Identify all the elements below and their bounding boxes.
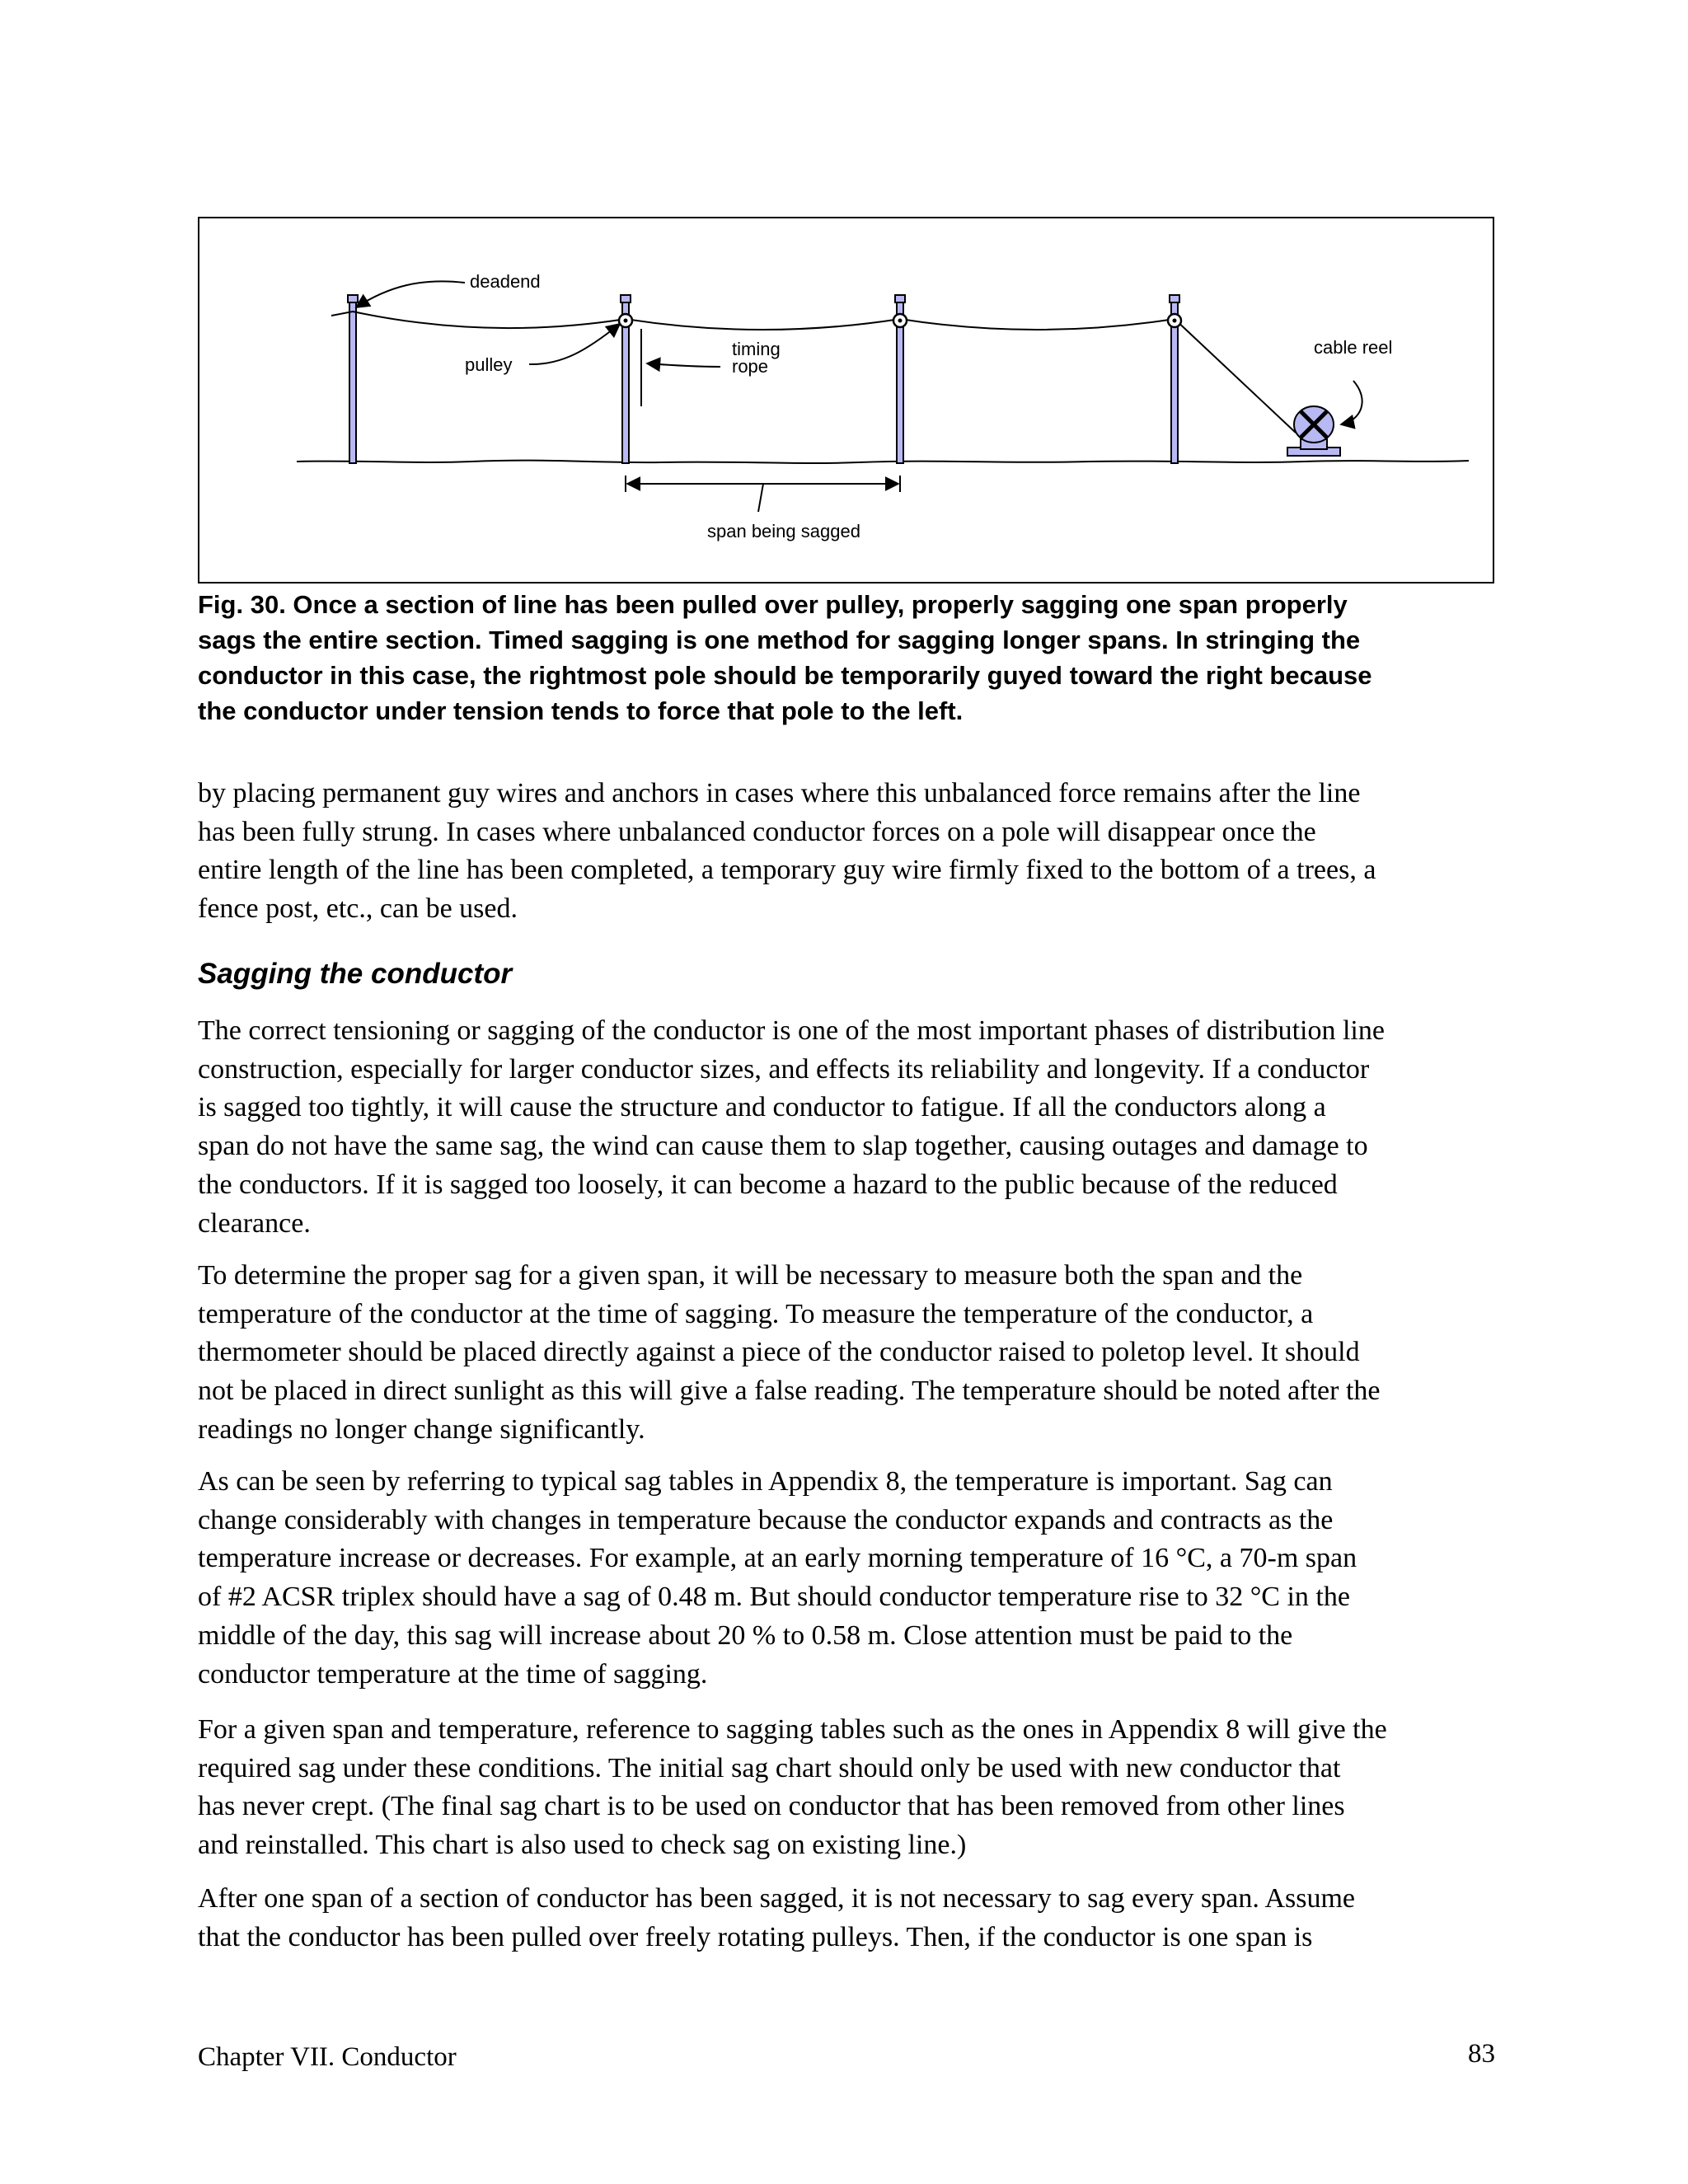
cable-reel-label: cable reel: [1314, 337, 1393, 358]
section-heading: Sagging the conductor: [198, 958, 513, 990]
rope-label: rope: [732, 356, 769, 377]
page-number: 83: [1468, 2039, 1495, 2069]
paragraph-continuation: by placing permanent guy wires and anchors in cases where this unbalanced force remains after the line has been fully strung. In cases where unbalanced conductor forces on a pole will disappear once the entire length of the line has been completed, a temporary guy wire firmly fixed to the bottom of a trees, a fence post, etc., can be used.: [198, 778, 1376, 925]
line-stringing-diagram: [199, 218, 1496, 585]
figure-30: [198, 217, 1494, 583]
pulley-icon: [1168, 314, 1181, 327]
pulley-icon: [619, 314, 632, 327]
footer-chapter: Chapter VII. Conductor: [198, 2042, 457, 2072]
cable-reel-icon: [1287, 406, 1340, 456]
paragraph: The correct tensioning or sagging of the conductor is one of the most important phases of distribution line construction, especially for larger conductor sizes, and effects its reliability and longevity. If a conductor is sagged too tightly, it will cause the structure and conductor to fatigue. If all the conductors along a span do not have the same sag, the wind can cause them to slap together, causing outages and damage to the conductors. If it is sagged too loosely, it can become a hazard to the public because of the reduced clearance.: [198, 1015, 1385, 1239]
paragraph: As can be seen by referring to typical sag tables in Appendix 8, the temperature is important. Sag can change considerably with changes in temperature because the conductor expands and contracts as the temperature increase or decreases. For example, at an early morning temperature of 16 °C, a 70-m span of #2 ACSR triplex should have a sag of 0.48 m. But should conductor temperature rise to 32 °C in the middle of the day, this sag will increase about 20 % to 0.58 m. Close attention must be paid to the conductor temperature at the time of sagging.: [198, 1466, 1357, 1690]
pulley-icon: [893, 314, 907, 327]
ground-line: [297, 461, 1469, 463]
pulley-label: pulley: [465, 354, 513, 375]
deadend-pole: [349, 301, 356, 463]
paragraph: After one span of a section of conductor has been sagged, it is not necessary to sag every span. Assume that the conductor has been pulled over freely rotating pulleys. Then, if the conductor is one span is: [198, 1883, 1355, 1952]
span-being-sagged-label: span being sagged: [707, 521, 860, 541]
timing-label: timing: [732, 339, 781, 359]
paragraph: To determine the proper sag for a given span, it will be necessary to measure both the span and the temperature of the conductor at the time of sagging. To measure the temperature of the conductor, a thermometer should be placed directly against a piece of the conductor raised to poletop level. It should not be placed in direct sunlight as this will give a false reading. The temperature should be noted after the readings no longer change significantly.: [198, 1260, 1381, 1445]
figure-caption: Fig. 30. Once a section of line has been pulled over pulley, properly sagging one span properly sags the entire section. Timed sagging is one method for sagging longer spans. In stringing the conductor in this case, the rightmost pole should be temporarily guyed toward the right because the conductor under tension tends to force that pole to the left.: [198, 590, 1372, 725]
paragraph: For a given span and temperature, reference to sagging tables such as the ones in Appendix 8 will give the required sag under these conditions. The initial sag chart should only be used with new conductor that has never crept. (The final sag chart is to be used on conductor that has been removed from other lines and reinstalled. This chart is also used to check sag on existing line.): [198, 1714, 1387, 1861]
deadend-label: deadend: [470, 271, 541, 292]
